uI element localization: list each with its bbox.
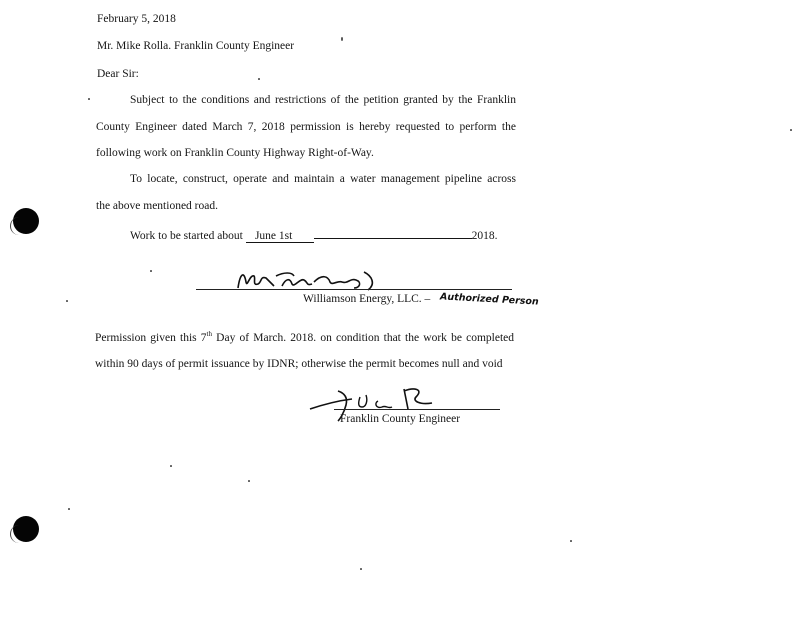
work-start-date: June 1st [254, 230, 293, 242]
applicant-company: Williamson Energy, LLC. – [303, 293, 431, 305]
work-start-year: 2018. [471, 230, 498, 242]
recipient-line: Mr. Mike Rolla. Franklin County Engineer [97, 40, 295, 52]
applicant-signature-line [196, 289, 512, 290]
para1-line1: Subject to the conditions and restrictions of the petition granted by the Franklin [130, 94, 516, 106]
work-start-blank [314, 226, 472, 239]
engineer-title: Franklin County Engineer [340, 413, 461, 425]
para2-line1: To locate, construct, operate and maintain a water management pipeline across [130, 173, 516, 185]
letter-date: February 5, 2018 [97, 13, 176, 25]
work-start-prefix: Work to be started about [130, 230, 243, 242]
permission-line2: within 90 days of permit issuance by IDNR; otherwise the permit becomes null and void [95, 358, 503, 370]
para2-line2: the above mentioned road. [96, 200, 218, 212]
engineer-signature-line [334, 409, 500, 410]
work-start-date-field [246, 230, 314, 243]
work-start-line [130, 226, 498, 243]
permission-line1: Permission given this 7th Day of March. 2018. on condition that the work be completed [95, 330, 515, 344]
para1-line2: County Engineer dated March 7, 2018 permission is hereby requested to perform the [96, 121, 516, 133]
para1-line3: following work on Franklin County Highway Right-of-Way. [96, 147, 374, 159]
applicant-handwritten-title: Authorized Person [439, 291, 539, 308]
salutation: Dear Sir: [97, 68, 139, 80]
